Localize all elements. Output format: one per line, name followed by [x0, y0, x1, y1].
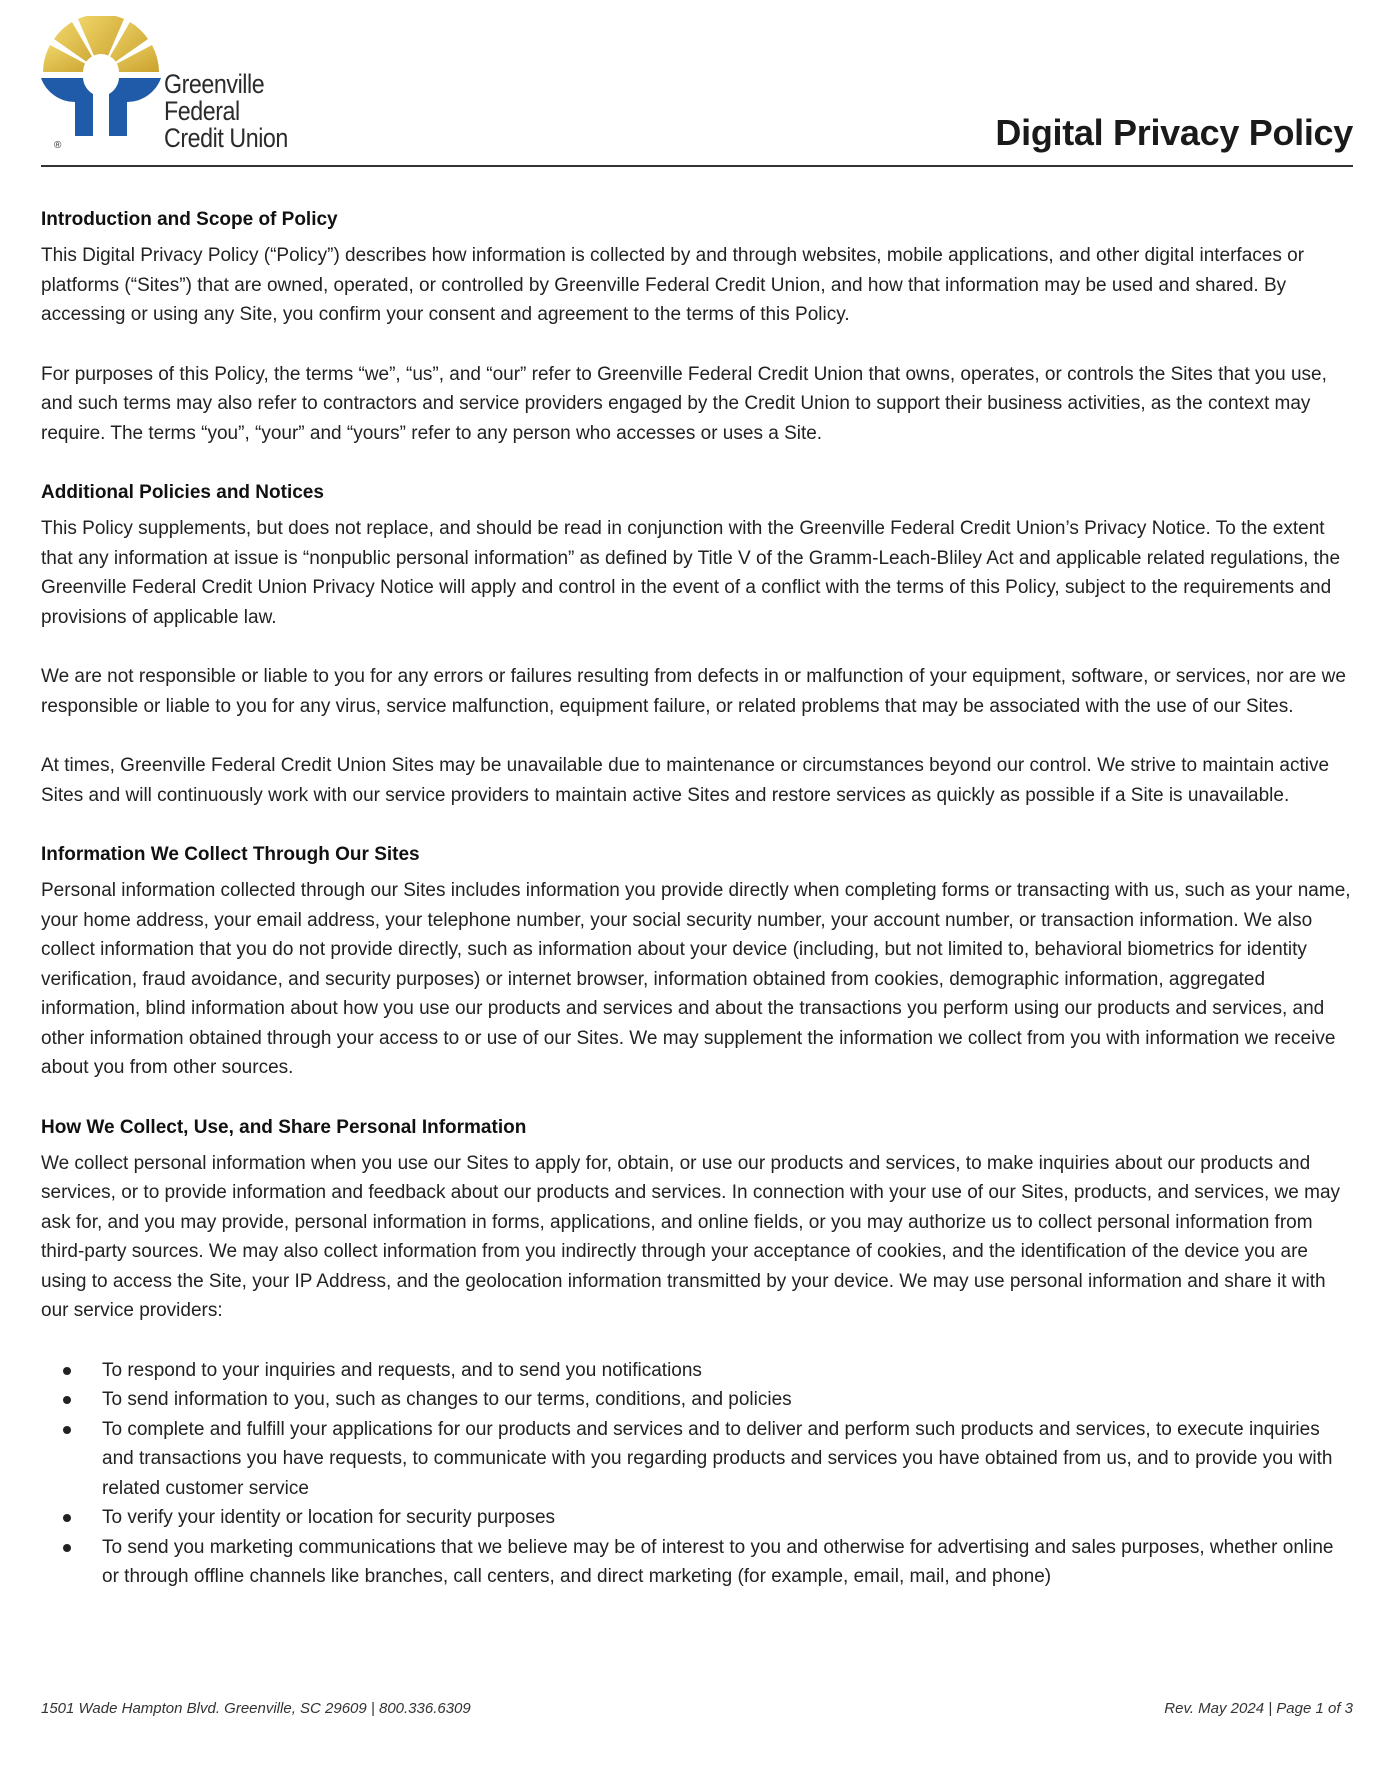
bullet-icon: [63, 1396, 71, 1404]
list-item: [41, 1385, 1353, 1415]
list-item: [41, 1415, 1353, 1504]
paragraph: We are not responsible or liable to you for any errors or failures resulting from defects in or malfunction of your equipment, software, or services, nor are we responsible or liable to you for any virus, service malfunction, equipment failure, or related problems that may be associated with the use of our Sites.: [41, 666, 1346, 717]
section-collect-use-share: [41, 1113, 1353, 1592]
page-header: [41, 16, 1353, 166]
footer-revision: Rev. May 2024 | Page 1 of 3: [1164, 1700, 1353, 1717]
list-item-text: To send information to you, such as changes to our terms, conditions, and policies: [102, 1389, 792, 1410]
section-introduction: [41, 205, 1353, 448]
paragraph: Personal information collected through our Sites includes information you provide directly when completing forms or transacting with us, such as your name, your home address, your email address, your telephone number, your social security number, your account number, or transaction information. We also collect information that you do not provide directly, such as information about your device (including, but not limited to, behavioral biometrics for identity verification, fraud avoidance, and security purposes) or internet browser, information obtained from cookies, demographic information, aggregated information, blind information about how you use our products and services and about the transactions you perform using our products and services, and other information obtained through your access to or use of our Sites. We may supplement the information we collect from you with information we receive about you from other sources.: [41, 880, 1351, 1078]
section-heading: Additional Policies and Notices: [41, 482, 324, 503]
list-item-text: To complete and fulfill your applications for our products and services and to deliver and perform such products and services, to execute inquiries and transactions you have requests, to communicate with you regarding products and services you have obtained from us, and to provide you with related customer service: [102, 1418, 1333, 1499]
section-heading: How We Collect, Use, and Share Personal Information: [41, 1116, 527, 1138]
section-heading: Information We Collect Through Our Sites: [41, 844, 420, 865]
paragraph: We collect personal information when you use our Sites to apply for, obtain, or use our products and services, to make inquiries about our products and services, or to provide information and feedback about our products and services. In connection with your use of our Sites, products, and services, we may ask for, and you may provide, personal information in forms, applications, and online fields, or you may authorize us to collect personal information from third-party sources. We may also collect information from you indirectly through your acceptance of cookies, and the identification of the device you are using to access the Site, your IP Address, and the geolocation information transmitted by your device. We may use personal information and share it with our service providers:: [41, 1152, 1341, 1321]
credit-union-name: [164, 71, 308, 152]
list-item: [41, 1356, 1353, 1386]
list-item: [41, 1503, 1353, 1533]
paragraph: At times, Greenville Federal Credit Union Sites may be unavailable due to maintenance or circumstances beyond our control. We strive to maintain active Sites and will continuously work with our service providers to maintain active Sites and restore services as quickly as possible if a Site is unavailable.: [41, 755, 1330, 806]
credit-union-logo: [41, 16, 321, 156]
footer-address: 1501 Wade Hampton Blvd. Greenville, SC 29609 | 800.336.6309: [41, 1700, 471, 1717]
bullet-icon: [63, 1426, 71, 1434]
paragraph: This Digital Privacy Policy (“Policy”) describes how information is collected by and through websites, mobile applications, and other digital interfaces or platforms (“Sites”) that are owned, operated, or controlled by Greenville Federal Credit Union, and how that information may be used and shared. By accessing or using any Site, you confirm your consent and agreement to the terms of this Policy.: [41, 245, 1305, 325]
logo-name-line-3: Credit Union: [164, 123, 288, 153]
logo-name-line-1: Greenville: [164, 69, 265, 99]
paragraph: For purposes of this Policy, the terms “we”, “us”, and “our” refer to Greenville Federal Credit Union that owns, operates, or controls the Sites that you use, and such terms may also refer to contractors and service providers engaged by the Credit Union to support their business activities, as the context may require. The terms “you”, “your” and “yours” refer to any person who accesses or uses a Site.: [41, 363, 1327, 444]
list-item-text: To respond to your inquiries and requests, and to send you notifications: [102, 1359, 702, 1381]
document-title: Digital Privacy Policy: [995, 112, 1353, 153]
bullet-icon: [63, 1514, 71, 1522]
header-divider: [41, 165, 1353, 167]
list-item: [41, 1533, 1353, 1592]
logo-name-line-2: Federal: [164, 96, 240, 126]
policy-content: [41, 205, 1353, 1592]
list-item-text: To send you marketing communications that we believe may be of interest to you and otherwise for advertising and sales purposes, whether online or through offline channels like branches, call centers, and direct marketing (for example, email, mail, and phone): [102, 1536, 1334, 1587]
sunburst-emblem-icon: [41, 16, 161, 151]
section-heading: Introduction and Scope of Policy: [41, 209, 338, 230]
document-page: [41, 0, 1353, 1770]
bullet-icon: [63, 1367, 71, 1375]
registered-mark: ®: [54, 140, 62, 151]
bullet-icon: [63, 1544, 71, 1552]
section-information-collected: [41, 840, 1353, 1083]
use-purposes-list: [41, 1356, 1353, 1592]
paragraph: This Policy supplements, but does not replace, and should be read in conjunction with the Greenville Federal Credit Union’s Privacy Notice. To the extent that any information at issue is “nonpublic personal information” as defined by Title V of the Gramm-Leach-Bliley Act and applicable related regulations, the Greenville Federal Credit Union Privacy Notice will apply and control in the event of a conflict with the terms of this Policy, subject to the requirements and provisions of applicable law.: [41, 518, 1341, 628]
section-additional-policies: [41, 478, 1353, 810]
list-item-text: To verify your identity or location for security purposes: [102, 1507, 556, 1528]
